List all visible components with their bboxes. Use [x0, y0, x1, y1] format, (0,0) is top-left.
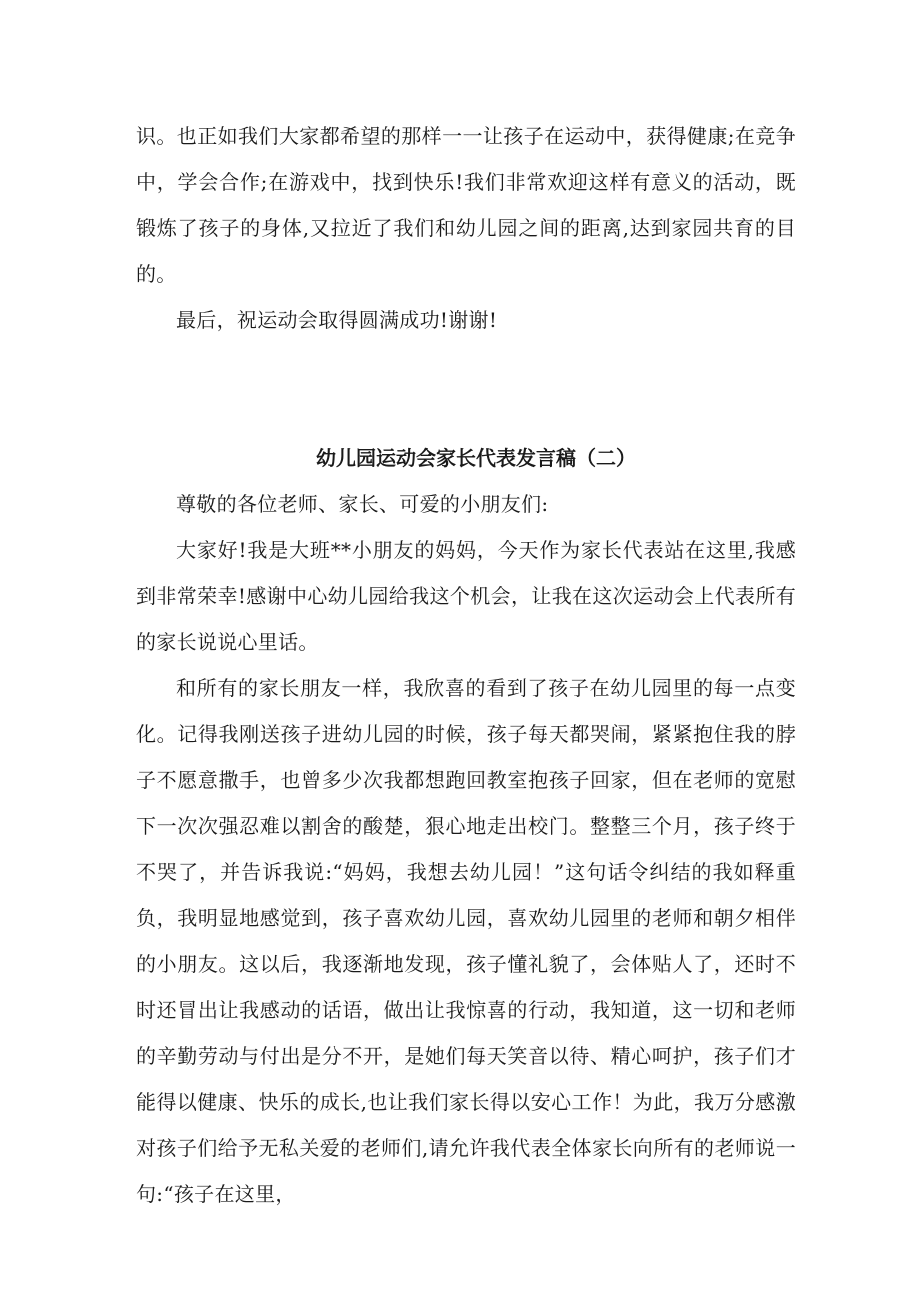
- continuation-paragraph: 识。也正如我们大家都希望的那样一一让孩子在运动中，获得健康;在竞争中，学会合作;在游戏中，找到快乐!我们非常欢迎这样有意义的活动，既锻炼了孩子的身体,又拉近了我们和幼儿园之间的距离,达到家园共育的目的。: [136, 124, 796, 286]
- closing-paragraph: 最后，祝运动会取得圆满成功!谢谢!: [176, 308, 498, 332]
- salutation: 尊敬的各位老师、家长、可爱的小朋友们:: [176, 492, 549, 516]
- document-body: [136, 113, 796, 1217]
- body-paragraph-2: 和所有的家长朋友一样，我欣喜的看到了孩子在幼儿园里的每一点变化。记得我刚送孩子进幼儿园的时候，孩子每天都哭闹，紧紧抱住我的脖子不愿意撒手，也曾多少次我都想跑回教室抱孩子回家，但在老师的宽慰下一次次强忍难以割舍的酸楚，狠心地走出校门。整整三个月，孩子终于不哭了，并告诉我说:“妈妈，我想去幼儿园！”这句话令纠结的我如释重负，我明显地感觉到，孩子喜欢幼儿园，喜欢幼儿园里的老师和朝夕相伴的小朋友。这以后，我逐渐地发现，孩子懂礼貌了，会体贴人了，还时不时还冒出让我感动的话语，做出让我惊喜的行动，我知道，这一切和老师的辛勤劳动与付出是分不开，是她们每天笑音以待、精心呵护，孩子们才能得以健康、快乐的成长,也让我们家长得以安心工作！为此，我万分感激对孩子们给予无私关爱的老师们,请允许我代表全体家长向所有的老师说一句:“孩子在这里，: [136, 676, 796, 1206]
- section-title: 幼儿园运动会家长代表发言稿（二）: [316, 446, 636, 470]
- section-spacer: [136, 343, 796, 435]
- body-paragraph-1: 大家好!我是大班**小朋友的妈妈，今天作为家长代表站在这里,我感到非常荣幸!感谢中心幼儿园给我这个机会，让我在这次运动会上代表所有的家长说说心里话。: [136, 538, 796, 654]
